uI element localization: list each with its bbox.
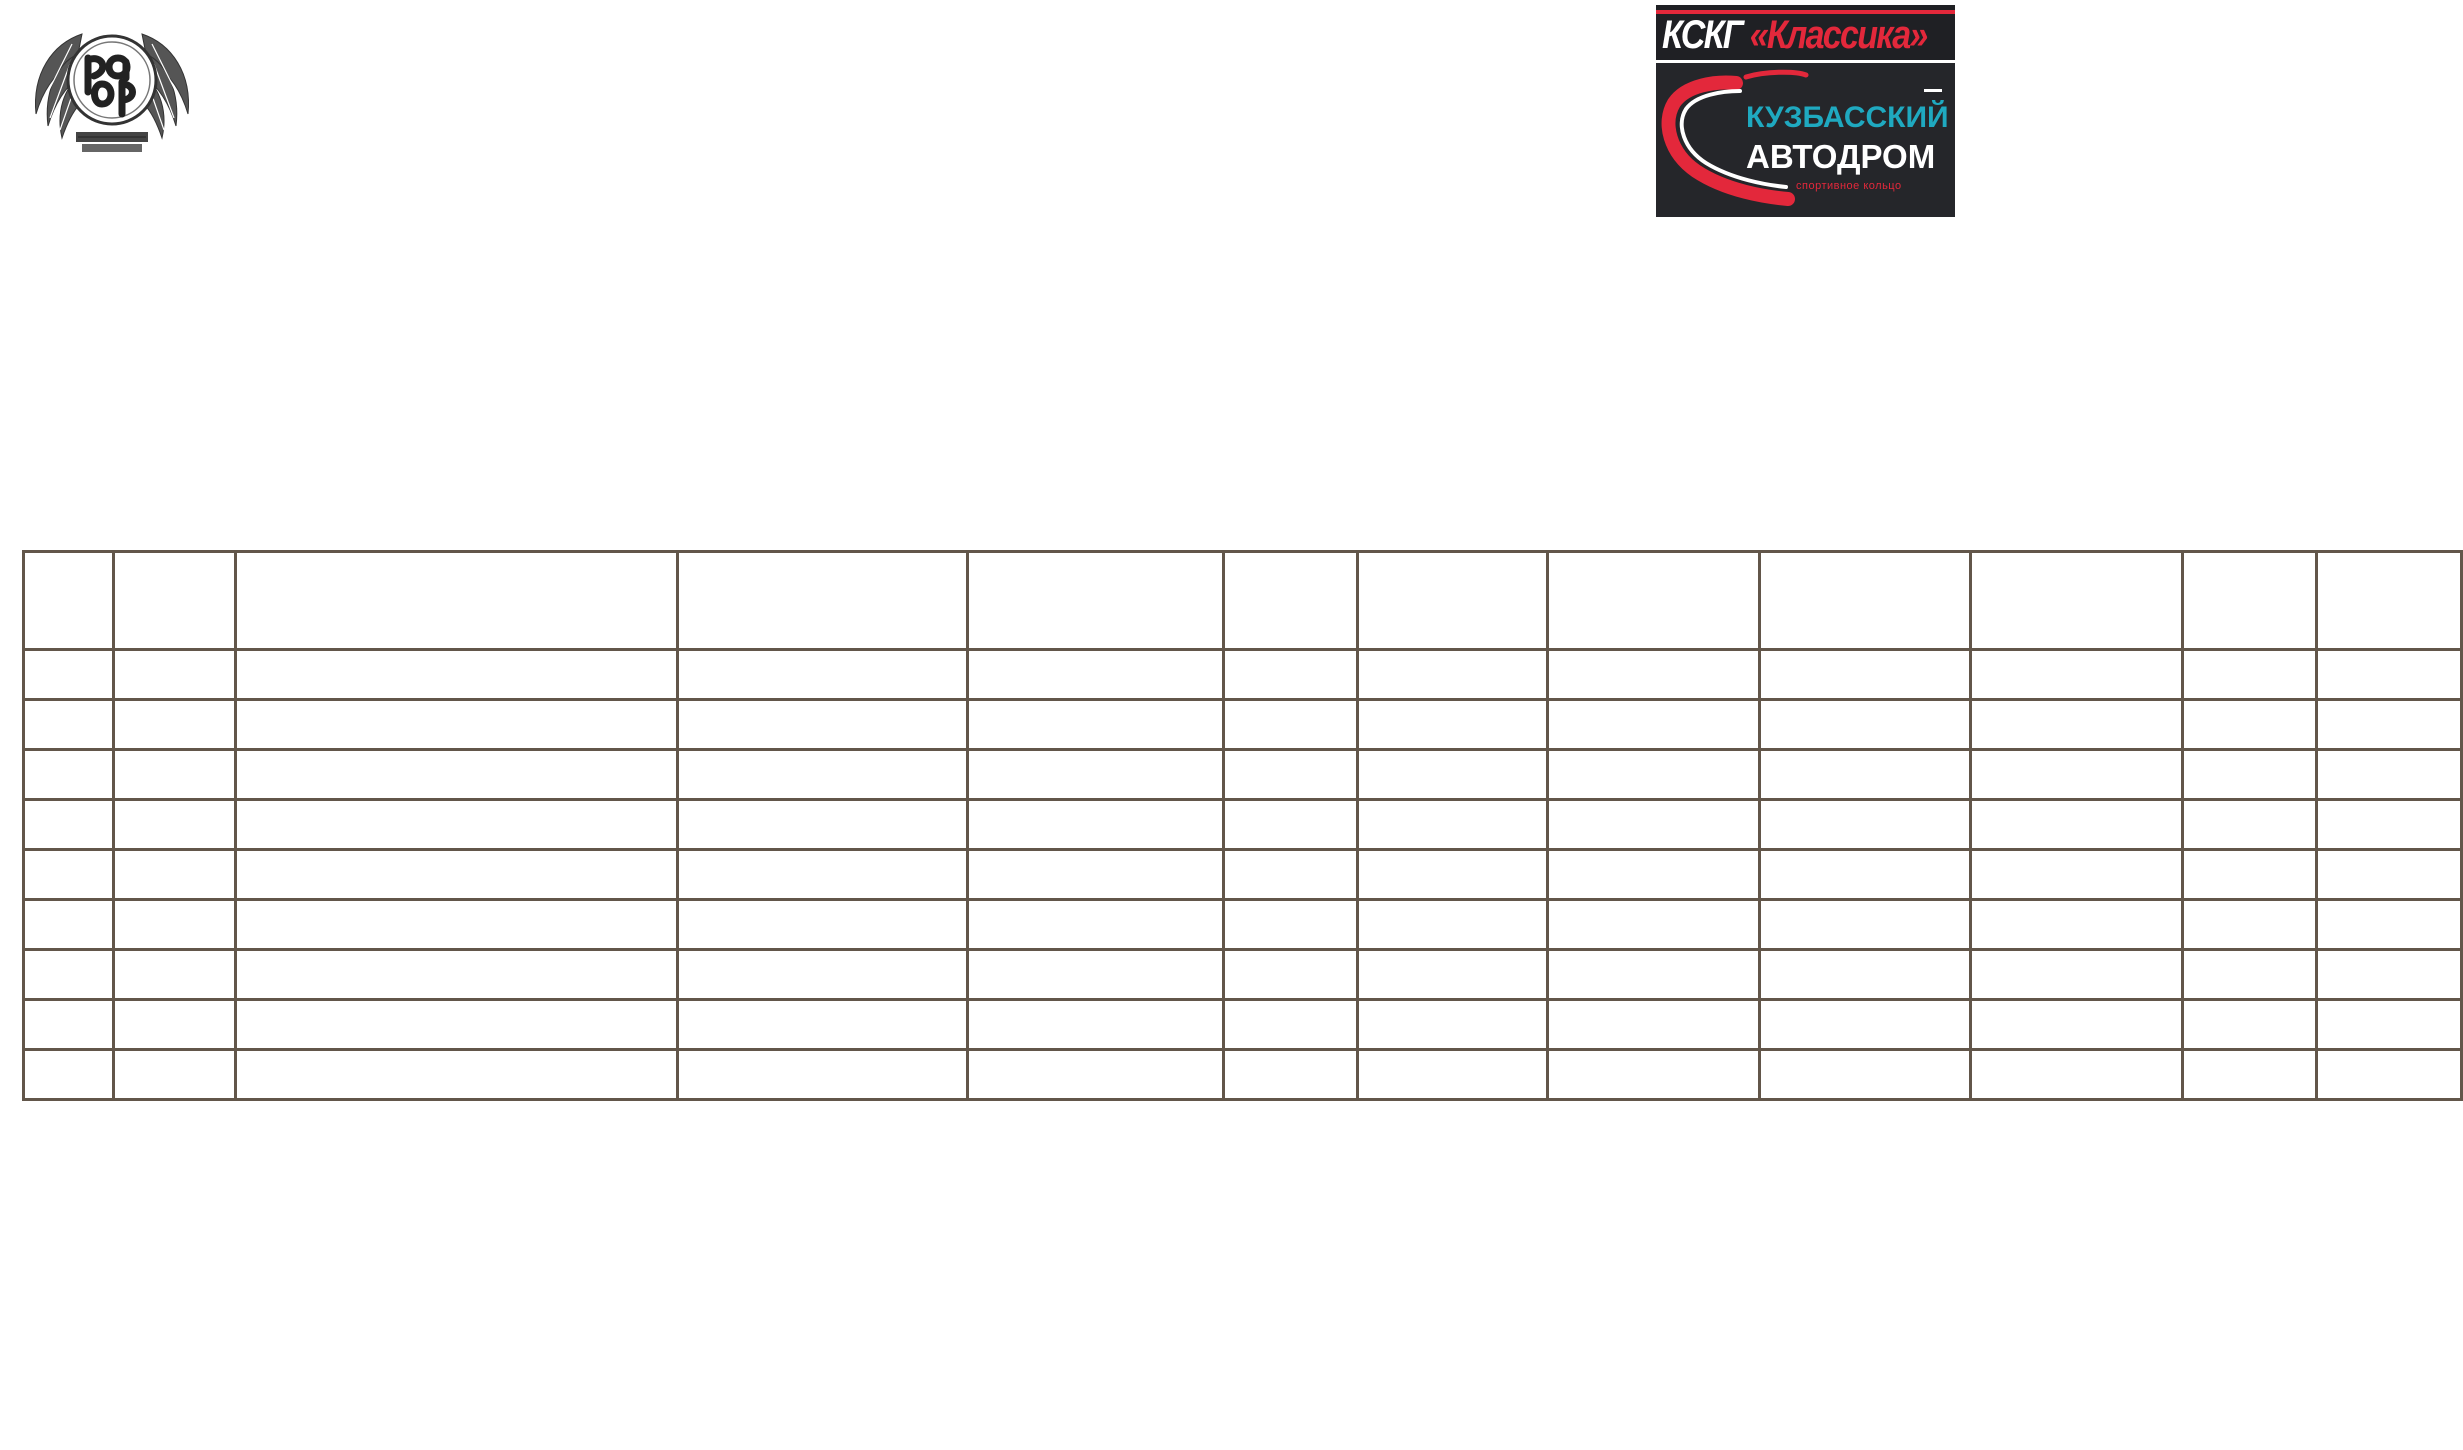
table-header-cell bbox=[968, 552, 1224, 650]
table-cell bbox=[2183, 1050, 2317, 1100]
table-cell bbox=[678, 900, 968, 950]
table-cell bbox=[2183, 950, 2317, 1000]
table-cell bbox=[113, 700, 235, 750]
table-cell bbox=[1357, 950, 1547, 1000]
table-cell bbox=[24, 1000, 114, 1050]
table-cell bbox=[113, 900, 235, 950]
table-cell bbox=[968, 1050, 1224, 1100]
table-cell bbox=[1971, 900, 2183, 950]
table-cell bbox=[1357, 650, 1547, 700]
table-header-cell bbox=[24, 552, 114, 650]
table-cell bbox=[2317, 750, 2462, 800]
table-cell bbox=[1971, 800, 2183, 850]
table-cell bbox=[24, 1050, 114, 1100]
federation-emblem-graphic bbox=[22, 14, 202, 164]
table-cell bbox=[235, 850, 678, 900]
table-header-cell bbox=[1971, 552, 2183, 650]
table-cell bbox=[235, 1050, 678, 1100]
autodrome-title-line2: АВТОДРОМ bbox=[1746, 138, 1936, 175]
table-header-cell bbox=[2317, 552, 2462, 650]
table-cell bbox=[2183, 850, 2317, 900]
table-cell bbox=[1547, 700, 1759, 750]
table-cell bbox=[235, 1000, 678, 1050]
table-cell bbox=[24, 950, 114, 1000]
sponsor-prefix: КСКГ bbox=[1662, 13, 1750, 57]
table-cell bbox=[235, 800, 678, 850]
table-cell bbox=[1223, 1050, 1357, 1100]
table-cell bbox=[678, 800, 968, 850]
table-cell bbox=[1223, 750, 1357, 800]
table-cell bbox=[1759, 650, 1971, 700]
table-cell bbox=[1971, 850, 2183, 900]
table-cell bbox=[1547, 1000, 1759, 1050]
table-cell bbox=[24, 700, 114, 750]
table-cell bbox=[24, 800, 114, 850]
table-row bbox=[24, 800, 2462, 850]
table-cell bbox=[2317, 1000, 2462, 1050]
table-cell bbox=[1971, 700, 2183, 750]
table-cell bbox=[1759, 850, 1971, 900]
federation-emblem bbox=[22, 14, 202, 164]
table-cell bbox=[113, 1050, 235, 1100]
autodrome-logo bbox=[1656, 63, 1955, 217]
table-cell bbox=[1357, 1000, 1547, 1050]
table-cell bbox=[2183, 800, 2317, 850]
table-cell bbox=[1357, 800, 1547, 850]
table-cell bbox=[1971, 750, 2183, 800]
table-row bbox=[24, 950, 2462, 1000]
table-cell bbox=[968, 800, 1224, 850]
table-cell bbox=[1223, 700, 1357, 750]
table-row bbox=[24, 1050, 2462, 1100]
table-cell bbox=[1357, 1050, 1547, 1100]
table-row bbox=[24, 650, 2462, 700]
table-cell bbox=[2317, 850, 2462, 900]
table-cell bbox=[1223, 1000, 1357, 1050]
table-cell bbox=[2183, 650, 2317, 700]
autodrome-subtitle: спортивное кольцо bbox=[1796, 180, 1902, 192]
table-cell bbox=[2317, 900, 2462, 950]
table-header-cell bbox=[678, 552, 968, 650]
table-cell bbox=[24, 900, 114, 950]
table-cell bbox=[1223, 950, 1357, 1000]
table-cell bbox=[2317, 1050, 2462, 1100]
table-cell bbox=[113, 650, 235, 700]
table-header-row bbox=[24, 552, 2462, 650]
table-cell bbox=[678, 750, 968, 800]
table-cell bbox=[1223, 850, 1357, 900]
table-cell bbox=[678, 850, 968, 900]
table-cell bbox=[113, 800, 235, 850]
table-cell bbox=[1971, 1000, 2183, 1050]
table-cell bbox=[1547, 950, 1759, 1000]
sponsor-logo bbox=[1656, 5, 1955, 217]
table-cell bbox=[24, 750, 114, 800]
table-cell bbox=[2183, 900, 2317, 950]
table-cell bbox=[113, 950, 235, 1000]
table-header-cell bbox=[113, 552, 235, 650]
table-cell bbox=[1759, 900, 1971, 950]
autodrome-title-line1: КУЗБАССКИЙ bbox=[1746, 101, 1949, 134]
table-header-cell bbox=[1759, 552, 1971, 650]
sponsor-name: «Классика» bbox=[1749, 13, 1927, 57]
table-header-cell bbox=[1547, 552, 1759, 650]
table-cell bbox=[24, 850, 114, 900]
table-cell bbox=[1357, 900, 1547, 950]
table-row bbox=[24, 700, 2462, 750]
table-cell bbox=[1759, 750, 1971, 800]
table-header-cell bbox=[235, 552, 678, 650]
table-row bbox=[24, 1000, 2462, 1050]
table-cell bbox=[2183, 1000, 2317, 1050]
table-cell bbox=[113, 750, 235, 800]
table-cell bbox=[678, 950, 968, 1000]
table-cell bbox=[678, 650, 968, 700]
table-cell bbox=[1223, 900, 1357, 950]
table-cell bbox=[1971, 1050, 2183, 1100]
table-cell bbox=[1759, 1050, 1971, 1100]
table-cell bbox=[1357, 750, 1547, 800]
table-cell bbox=[113, 850, 235, 900]
table-header-cell bbox=[1357, 552, 1547, 650]
table-cell bbox=[678, 700, 968, 750]
table-cell bbox=[678, 1000, 968, 1050]
table-cell bbox=[678, 1050, 968, 1100]
table-cell bbox=[1223, 800, 1357, 850]
table-cell bbox=[235, 750, 678, 800]
table-cell bbox=[1971, 950, 2183, 1000]
table-cell bbox=[2183, 750, 2317, 800]
results-table bbox=[22, 550, 2463, 1101]
table-cell bbox=[1547, 900, 1759, 950]
table-cell bbox=[235, 650, 678, 700]
table-cell bbox=[1547, 1050, 1759, 1100]
table-cell bbox=[968, 750, 1224, 800]
table-cell bbox=[1759, 1000, 1971, 1050]
table-cell bbox=[235, 900, 678, 950]
table-cell bbox=[1547, 650, 1759, 700]
table-cell bbox=[1547, 750, 1759, 800]
table-cell bbox=[2317, 700, 2462, 750]
table-cell bbox=[1759, 700, 1971, 750]
table-cell bbox=[968, 700, 1224, 750]
table-cell bbox=[1759, 950, 1971, 1000]
table-cell bbox=[968, 900, 1224, 950]
table-row bbox=[24, 750, 2462, 800]
table-row bbox=[24, 900, 2462, 950]
table-cell bbox=[1357, 850, 1547, 900]
table-row bbox=[24, 850, 2462, 900]
sponsor-banner-text bbox=[1662, 11, 1927, 59]
table-header-cell bbox=[2183, 552, 2317, 650]
table-cell bbox=[2317, 800, 2462, 850]
table-cell bbox=[1357, 700, 1547, 750]
table-cell bbox=[968, 950, 1224, 1000]
table-cell bbox=[968, 850, 1224, 900]
table-cell bbox=[113, 1000, 235, 1050]
table-cell bbox=[1759, 800, 1971, 850]
table-cell bbox=[1971, 650, 2183, 700]
table-header-cell bbox=[1223, 552, 1357, 650]
table-cell bbox=[2183, 700, 2317, 750]
table-cell bbox=[235, 950, 678, 1000]
table-cell bbox=[2317, 950, 2462, 1000]
table-cell bbox=[1223, 650, 1357, 700]
table-cell bbox=[1547, 800, 1759, 850]
table-cell bbox=[968, 650, 1224, 700]
table-cell bbox=[968, 1000, 1224, 1050]
table-cell bbox=[1547, 850, 1759, 900]
table-cell bbox=[2317, 650, 2462, 700]
sponsor-banner bbox=[1656, 5, 1955, 63]
table-cell bbox=[235, 700, 678, 750]
table-cell bbox=[24, 650, 114, 700]
